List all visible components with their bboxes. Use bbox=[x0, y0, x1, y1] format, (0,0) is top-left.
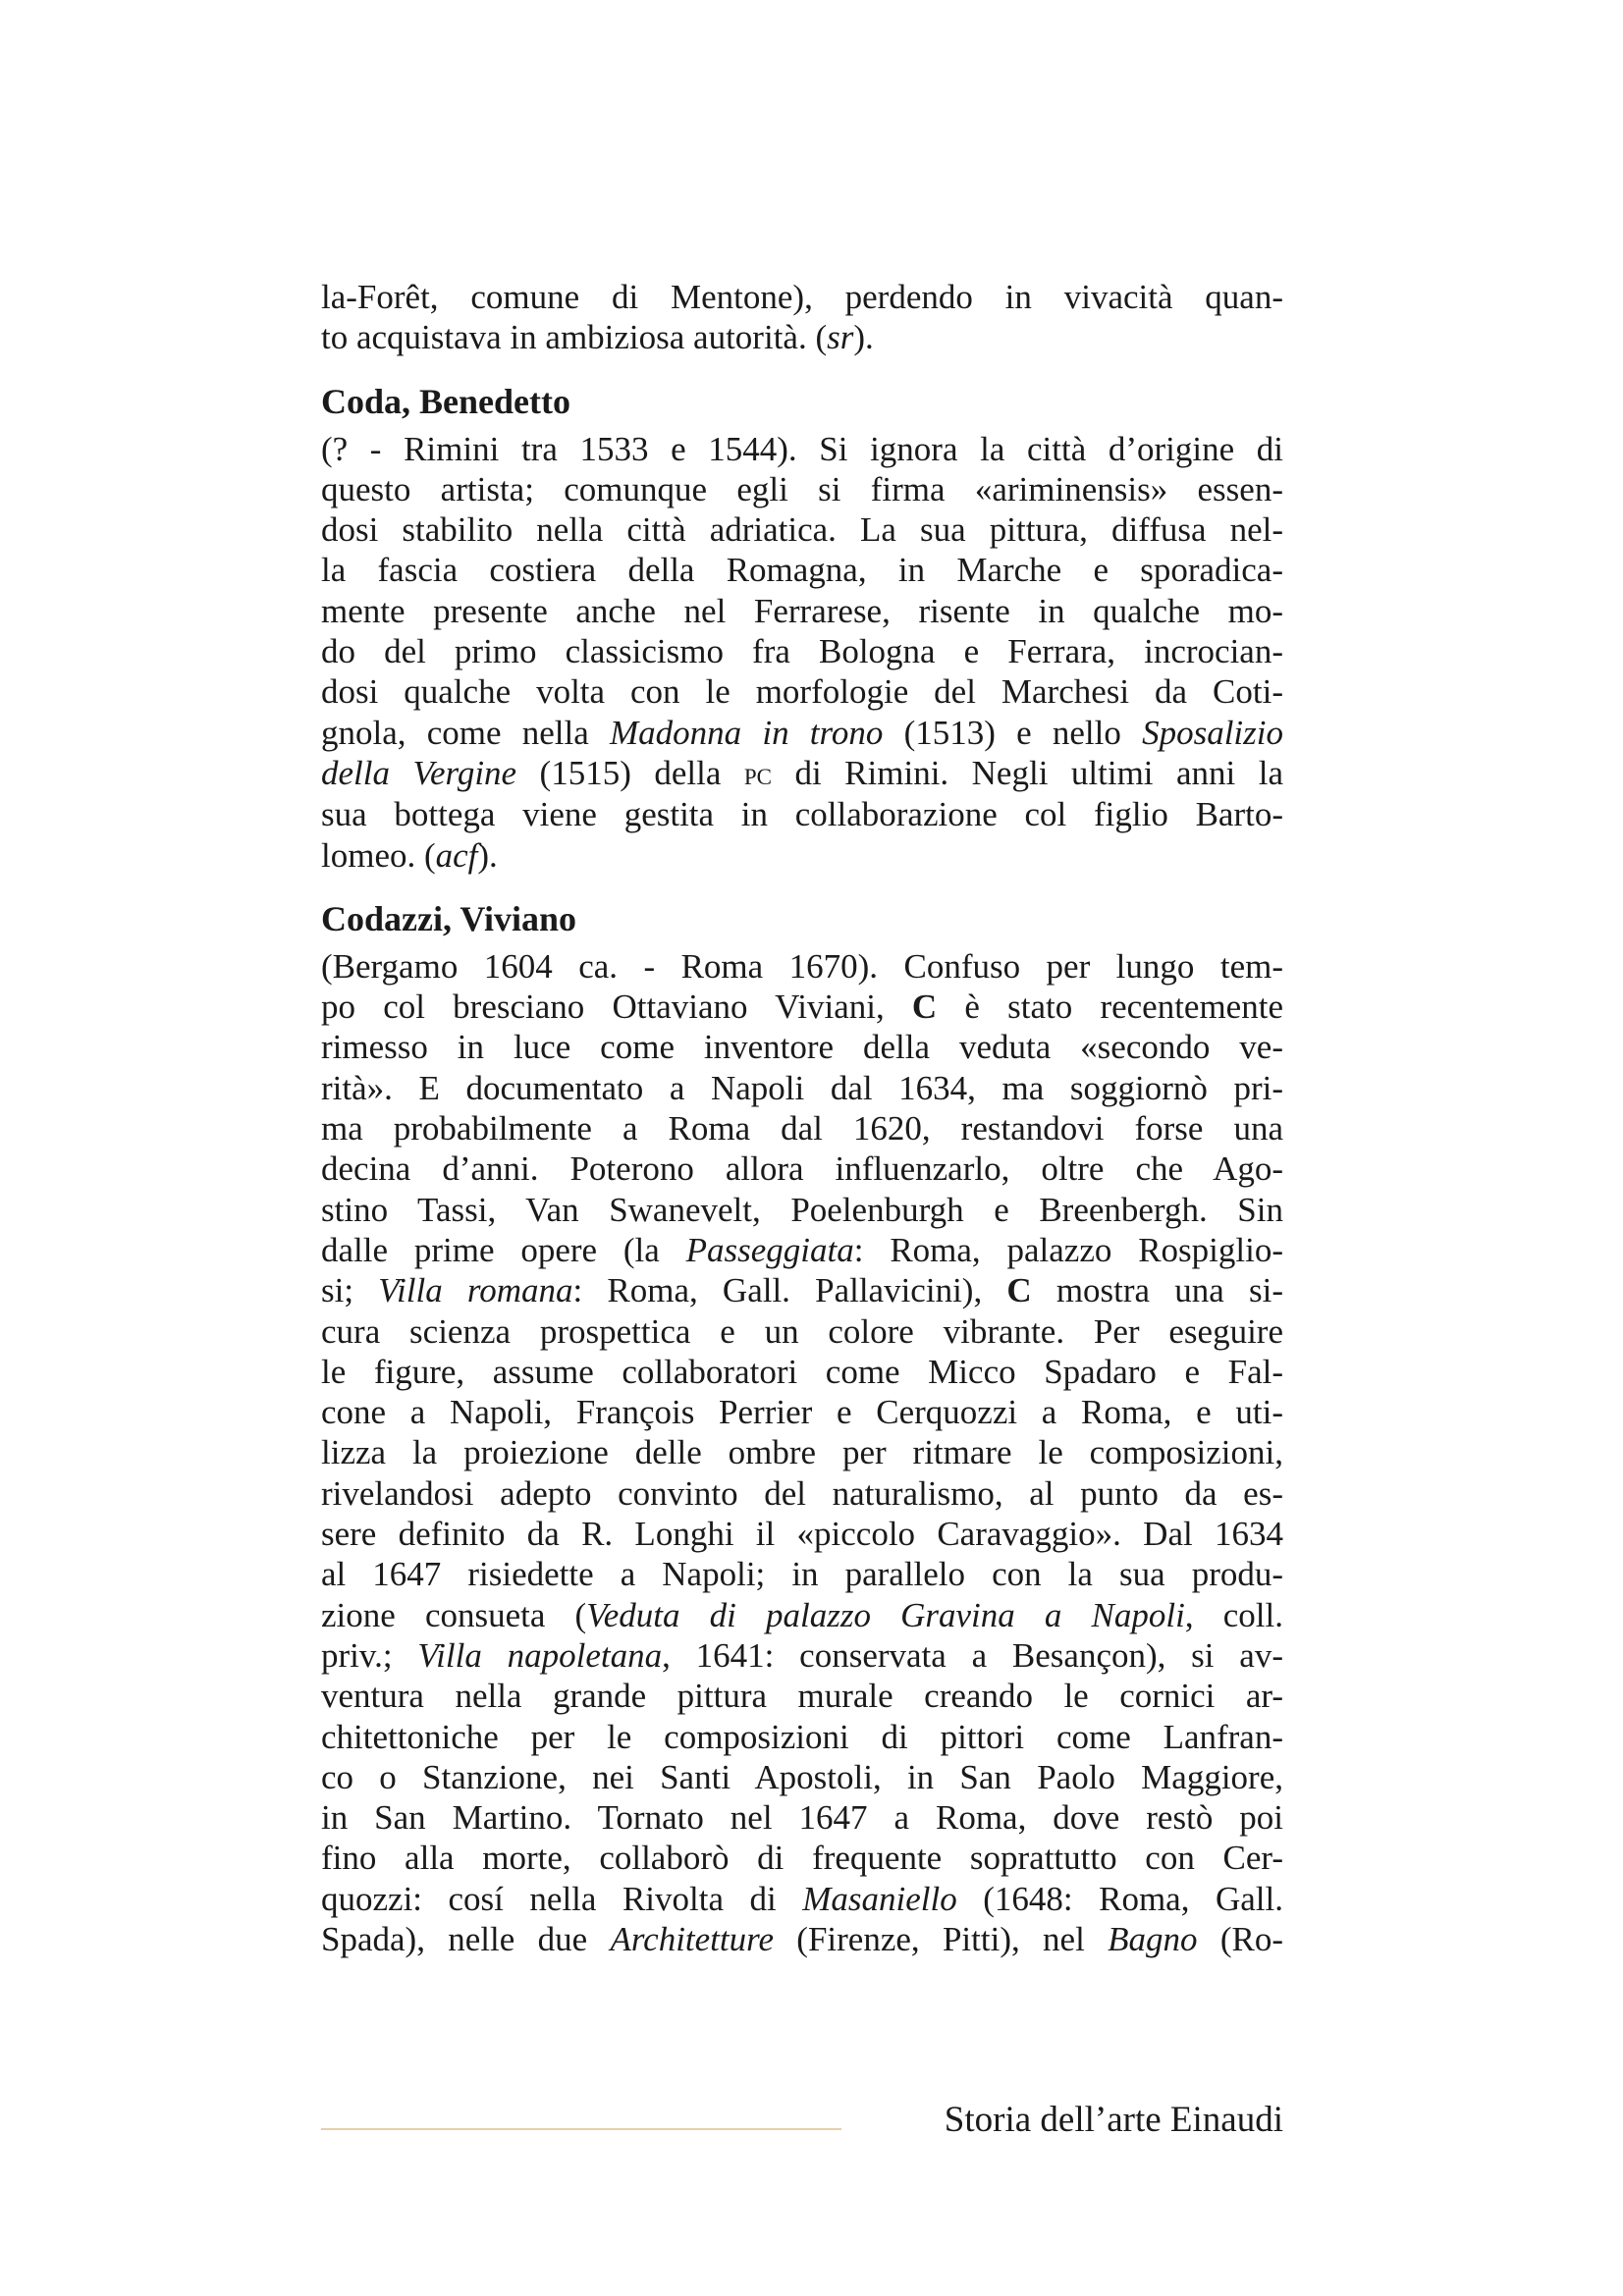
text-line: dalle prime opere (la Passeggiata: Roma, palazzo Rospiglio- bbox=[321, 1230, 1284, 1269]
text-line: la fascia costiera della Romagna, in Marche e sporadica- bbox=[321, 551, 1283, 590]
subject-initial: C bbox=[1006, 1271, 1032, 1310]
text-line: co o Stanzione, nei Santi Apostoli, in San Paolo Maggiore, bbox=[321, 1757, 1283, 1796]
text-line: lizza la proiezione delle ombre per ritmare le composizioni, bbox=[321, 1433, 1283, 1472]
text-line: rità». E documentato a Napoli dal 1634, ma soggiornò pri- bbox=[321, 1068, 1283, 1107]
text-line: le figure, assume collaboratori come Micco Spadaro e Fal- bbox=[321, 1352, 1283, 1391]
text-line: decina d’anni. Poterono allora influenzarlo, oltre che Ago- bbox=[321, 1149, 1283, 1189]
text-line: po col bresciano Ottaviano Viviani, C è stato recentemente bbox=[321, 988, 1283, 1027]
text-line: sua bottega viene gestita in collaborazione col figlio Barto- bbox=[321, 795, 1283, 834]
text-line: to acquistava in ambiziosa autorità. (sr). bbox=[321, 318, 874, 357]
artwork-title: Veduta di palazzo Gravina a Napoli bbox=[586, 1595, 1185, 1634]
text-line: lomeo. (acf). bbox=[321, 835, 498, 875]
entry-heading-codazzi: Codazzi, Viviano bbox=[321, 898, 577, 938]
text-line: Spada), nelle due Architetture (Firenze, Pitti), nel Bagno (Ro- bbox=[321, 1919, 1284, 1958]
text-line: si; Villa romana: Roma, Gall. Pallavicini), C mostra una si- bbox=[321, 1271, 1283, 1310]
text-line: in San Martino. Tornato nel 1647 a Roma, dove restò poi bbox=[321, 1798, 1283, 1838]
text-line: (? - Rimini tra 1533 e 1544). Si ignora la città d’origine di bbox=[321, 429, 1283, 468]
text-line: stino Tassi, Van Swanevelt, Poelenburgh e Breenbergh. Sin bbox=[321, 1190, 1283, 1229]
text-line: priv.; Villa napoletana, 1641: conservata a Besançon), si av- bbox=[321, 1635, 1283, 1675]
text-line: gnola, come nella Madonna in trono (1513) e nello Sposalizio bbox=[321, 713, 1283, 752]
artwork-title: Masaniello bbox=[802, 1879, 957, 1918]
intro-paragraph bbox=[321, 277, 1283, 358]
entry-heading-coda: Coda, Benedetto bbox=[321, 381, 570, 421]
subject-initial: C bbox=[911, 988, 938, 1027]
artwork-title: Villa romana bbox=[378, 1271, 573, 1310]
text-line: la-Forêt, comune di Mentone), perdendo in vivacità quan- bbox=[321, 278, 1283, 316]
entry-body-coda bbox=[321, 429, 1283, 876]
artwork-title: Bagno bbox=[1108, 1919, 1198, 1958]
text-line: zione consueta (Veduta di palazzo Gravina a Napoli, coll. bbox=[321, 1595, 1283, 1634]
artwork-title: della Vergine bbox=[321, 753, 517, 792]
text-line: dosi stabilito nella città adriatica. La sua pittura, diffusa nel- bbox=[321, 510, 1283, 550]
text-line: sere definito da R. Longhi il «piccolo Caravaggio». Dal 1634 bbox=[321, 1515, 1283, 1554]
artwork-title: Madonna in trono bbox=[609, 713, 884, 752]
artwork-title: Architetture bbox=[610, 1919, 774, 1958]
text-line: fino alla morte, collaborò di frequente soprattutto con Cer- bbox=[321, 1839, 1283, 1878]
text-line: della Vergine (1515) della pc di Rimini. Negli ultimi anni la bbox=[321, 753, 1283, 792]
text-line: (Bergamo 1604 ca. - Roma 1670). Confuso per lungo tem- bbox=[321, 946, 1283, 986]
page-footer bbox=[321, 2091, 1283, 2150]
artwork-title: Villa napoletana bbox=[417, 1635, 663, 1675]
author-initials: acf bbox=[435, 835, 478, 875]
text-line: do del primo classicismo fra Bologna e Ferrara, incrocian- bbox=[321, 632, 1283, 671]
entry-body-codazzi bbox=[321, 946, 1283, 1959]
footer-title: Storia dell’arte Einaudi bbox=[944, 2100, 1283, 2140]
text-line: ventura nella grande pittura murale creando le cornici ar- bbox=[321, 1677, 1283, 1716]
author-initials: sr bbox=[827, 318, 854, 357]
text-line: rivelandosi adepto convinto del naturalismo, al punto da es- bbox=[321, 1473, 1283, 1513]
text-line: mente presente anche nel Ferrarese, risente in qualche mo- bbox=[321, 591, 1283, 630]
text-line: dosi qualche volta con le morfologie del Marchesi da Coti- bbox=[321, 672, 1283, 712]
artwork-title: Passeggiata bbox=[685, 1230, 854, 1269]
text-line: ma probabilmente a Roma dal 1620, restandovi forse una bbox=[321, 1109, 1283, 1148]
abbreviation: pc bbox=[743, 755, 772, 792]
footer-rule bbox=[321, 2128, 841, 2130]
page-column bbox=[321, 277, 1283, 1959]
text-line: cone a Napoli, François Perrier e Cerquozzi a Roma, e uti- bbox=[321, 1393, 1283, 1432]
text-line: chitettoniche per le composizioni di pittori come Lanfran- bbox=[321, 1717, 1283, 1756]
text-line: rimesso in luce come inventore della veduta «secondo ve- bbox=[321, 1028, 1283, 1067]
artwork-title: Sposalizio bbox=[1142, 713, 1283, 752]
text-line: questo artista; comunque egli si firma «ariminensis» essen- bbox=[321, 469, 1283, 508]
text-line: cura scienza prospettica e un colore vibrante. Per eseguire bbox=[321, 1311, 1283, 1351]
text-line: quozzi: cosí nella Rivolta di Masaniello (1648: Roma, Gall. bbox=[321, 1879, 1283, 1918]
text-line: al 1647 risiedette a Napoli; in parallelo con la sua produ- bbox=[321, 1555, 1283, 1594]
